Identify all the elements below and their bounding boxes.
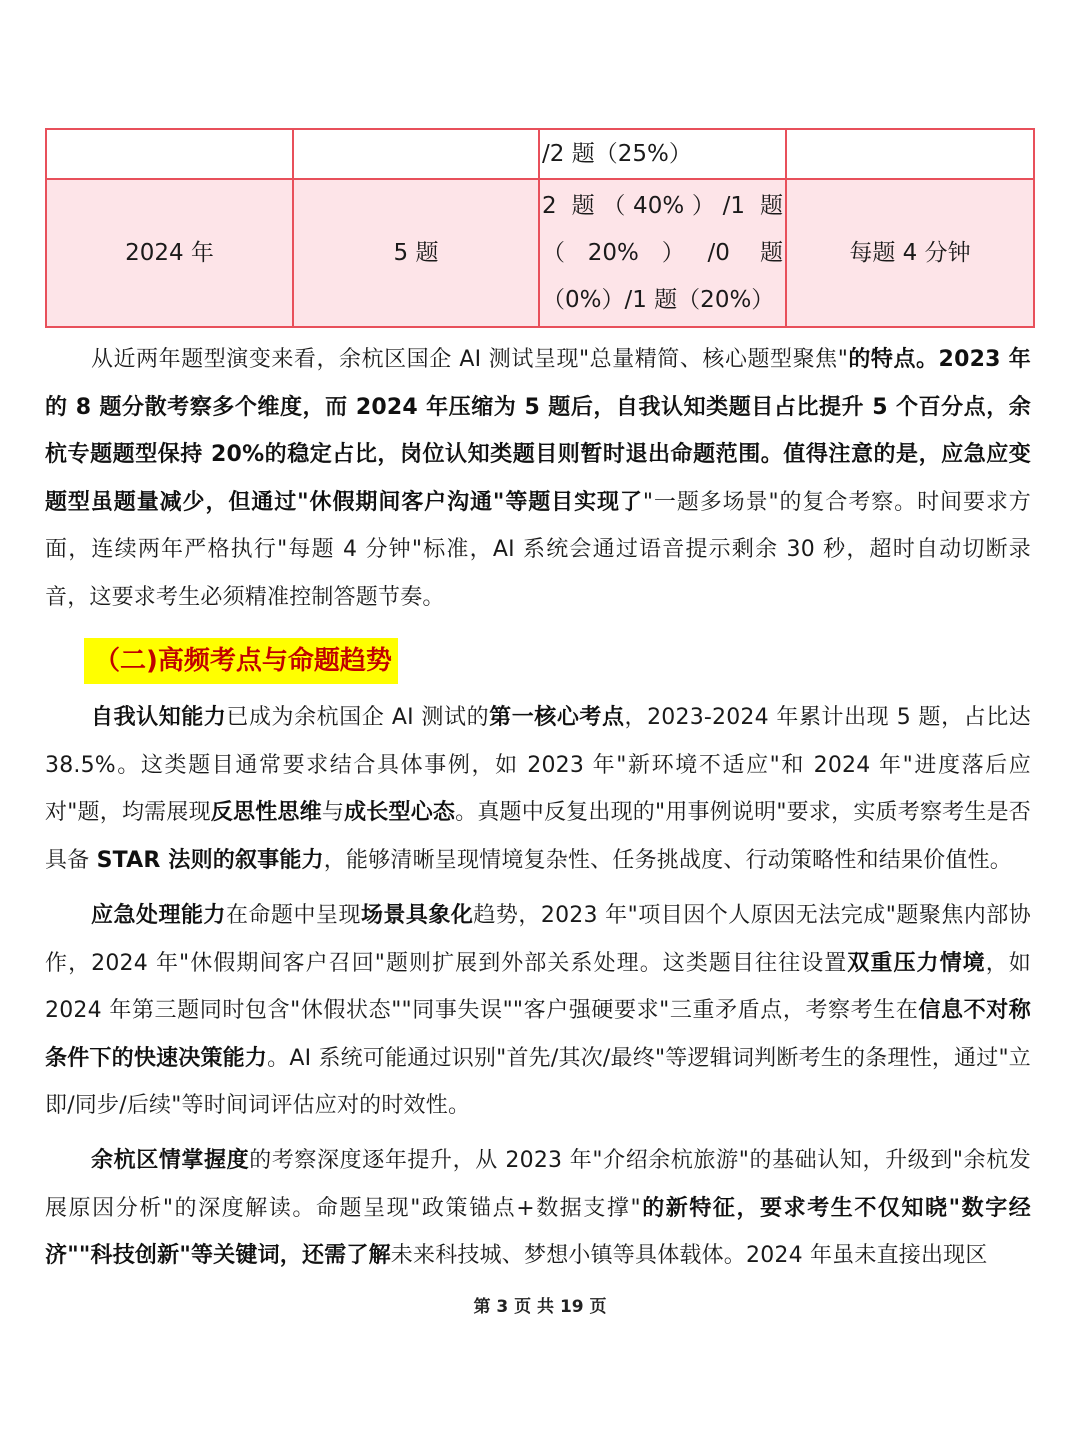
text: 。AI 系统可能通过识别"首先/其次/最终"等逻辑词判断考生的条理性，通过"立即/同步/后续"等时间词评估应对的时效性。 (45, 1045, 1031, 1118)
text: ，能够清晰呈现情境复杂性、任务挑战度、行动策略性和结果价值性。 (323, 847, 1012, 873)
text: 在命题中呈现 (225, 903, 361, 928)
table-cell (786, 129, 1034, 179)
bold-text: 的新特征，要求考生不仅知晓"数字经济""科技创新"等关键词，还需了解 (45, 1195, 1031, 1268)
table-cell-distribution: 2 题（40%）/1 题（20%）/0 题（0%）/1 题（20%） (539, 179, 786, 327)
table-row-2024 (46, 179, 1034, 327)
paragraph-emergency-handling (45, 892, 1031, 1130)
text: 与 (321, 800, 345, 825)
page-number-footer: 第 3 页 共 19 页 (473, 1297, 607, 1317)
text: ，如 2024 年第三题同时包含"休假状态""同事失误""客户强硬要求"三重矛盾点，考察考生在 (45, 950, 1032, 1023)
text: 从近两年题型演变来看，余杭区国企 AI 测试呈现"总量精简、核心题型聚焦" (91, 347, 849, 372)
bold-text: 第一核心考点 (489, 705, 625, 730)
paragraph-local-knowledge (45, 1137, 1031, 1280)
bold-text: 余杭区情掌握度 (91, 1148, 250, 1173)
table-cell (46, 129, 293, 179)
bold-text: 的特点。2023 年的 8 题分散考察多个维度，而 2024 年压缩为 5 题后，自我认知类题目占比提升 5 个百分点，余杭专题题型保持 20%的稳定占比，岗位认知类题目则暂时退出命题范围。值得注意的是，应急应变题型虽题量减少，但通过"休假期间客户沟通"等题目实现了 (45, 347, 1031, 515)
text: 。真题中反复出现的"用事例说明"要求，实质考察考生是否具备 (45, 800, 1031, 873)
bold-text: 反思性思维 (210, 800, 322, 825)
text: 的考察深度逐年提升，从 2023 年"介绍余杭旅游"的基础认知，升级到"余杭发展原因分析"的深度解读。命题呈现"政策锚点+数据支撑" (45, 1148, 1031, 1221)
bold-text: 成长型心态 (344, 800, 456, 825)
text: ，2023-2024 年累计出现 5 题，占比达 38.5%。这类题目通常要求结合具体事例，如 2023 年"新环境不适应"和 2024 年"进度落后应对"题，均需展现 (45, 705, 1032, 825)
text: "一题多场景"的复合考察。时间要求方面，连续两年严格执行"每题 4 分钟"标准，AI 系统会通过语音提示剩余 30 秒，超时自动切断录音，这要求考生必须精准控制答题节奏。 (45, 489, 1031, 610)
exam-structure-table (45, 128, 1035, 328)
bold-text: 信息不对称条件下的快速决策能力 (45, 998, 1031, 1071)
table-cell-count: 5 题 (293, 179, 539, 327)
text: 已成为余杭国企 AI 测试的 (226, 705, 490, 730)
section-heading: （二)高频考点与命题趋势 (84, 638, 398, 684)
table-row (46, 129, 1034, 179)
table-cell (293, 129, 539, 179)
table-cell-time: 每题 4 分钟 (786, 179, 1034, 327)
bold-text: STAR 法则的叙事能力 (96, 847, 324, 873)
paragraph-self-awareness (45, 694, 1031, 884)
text: 未来科技城、梦想小镇等具体载体。2024 年虽未直接出现区 (390, 1243, 988, 1268)
table-cell-distribution: /2 题（25%） (539, 129, 786, 179)
bold-text: 场景具象化 (360, 903, 474, 928)
table-cell-year: 2024 年 (46, 179, 293, 327)
bold-text: 双重压力情境 (847, 950, 986, 976)
text: 趋势，2023 年"项目因个人原因无法完成"题聚焦内部协作，2024 年"休假期间客户召回"题则扩展到外部关系处理。这类题目往往设置 (45, 903, 1031, 976)
bold-text: 自我认知能力 (91, 705, 227, 730)
bold-text: 应急处理能力 (91, 903, 226, 928)
paragraph-question-evolution (45, 336, 1031, 621)
